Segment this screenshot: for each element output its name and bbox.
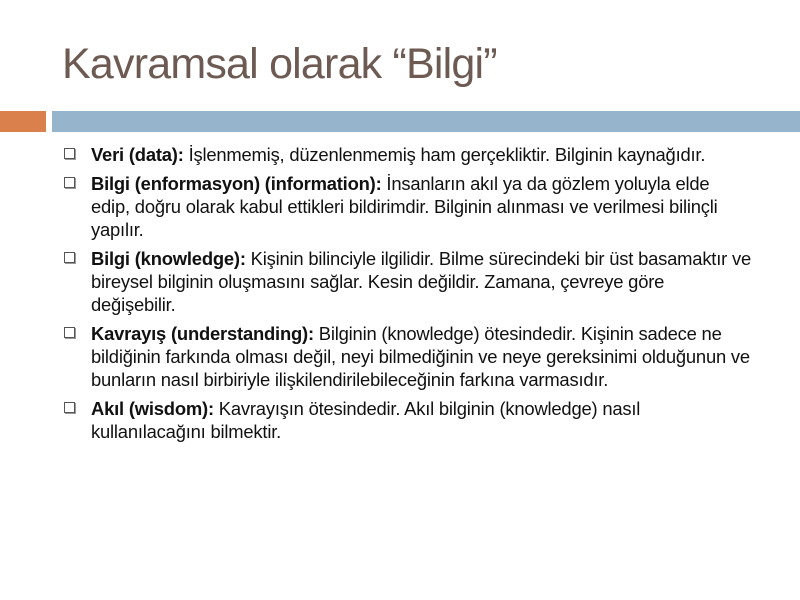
bullet-term: Bilgi (enformasyon) (information): <box>91 173 382 194</box>
square-bullet-icon <box>64 252 75 263</box>
bullet-text: Kişinin bilinciyle ilgilidir. Bilme sürecindeki bir üst basamaktır ve bireysel bilginin oluşmasını sağlar. Kesin değildir. Zamana, çevreye göre değişebilir. <box>91 248 751 315</box>
bullet-term: Veri (data): <box>91 144 184 165</box>
bullet-term: Kavrayış (understanding): <box>91 323 314 344</box>
bullet-item-kavrayis <box>62 322 752 391</box>
accent-bar-orange <box>0 111 46 132</box>
accent-bar-blue <box>52 111 800 132</box>
bullet-text: İnsanların akıl ya da gözlem yoluyla elde edip, doğru olarak kabul ettikleri bildirimdir. Bilginin alınması ve verilmesi bilinçli yapılır. <box>91 173 718 240</box>
square-bullet-icon <box>64 148 75 159</box>
bullet-item-bilgi-information <box>62 172 752 241</box>
square-bullet-icon <box>64 327 75 338</box>
bullet-item-akil <box>62 397 752 443</box>
bullet-term: Akıl (wisdom): <box>91 398 214 419</box>
bullet-list <box>62 143 752 449</box>
square-bullet-icon <box>64 177 75 188</box>
square-bullet-icon <box>64 402 75 413</box>
slide-title: Kavramsal olarak “Bilgi” <box>62 40 497 88</box>
bullet-text: Kavrayışın ötesindedir. Akıl bilginin (knowledge) nasıl kullanılacağını bilmektir. <box>91 398 641 442</box>
bullet-item-veri <box>62 143 752 166</box>
bullet-item-bilgi-knowledge <box>62 247 752 316</box>
bullet-text: İşlenmemiş, düzenlenmemiş ham gerçekliktir. Bilginin kaynağıdır. <box>183 144 706 165</box>
bullet-term: Bilgi (knowledge): <box>91 248 246 269</box>
bullet-text: Bilginin (knowledge) ötesindedir. Kişinin sadece ne bildiğinin farkında olması değil, neyi bilmediğinin ve neye gereksinimi olduğunun ve bunların nasıl birbiriyle ilişkilendirilebileceğinin farkına varmasıdır. <box>91 323 750 390</box>
